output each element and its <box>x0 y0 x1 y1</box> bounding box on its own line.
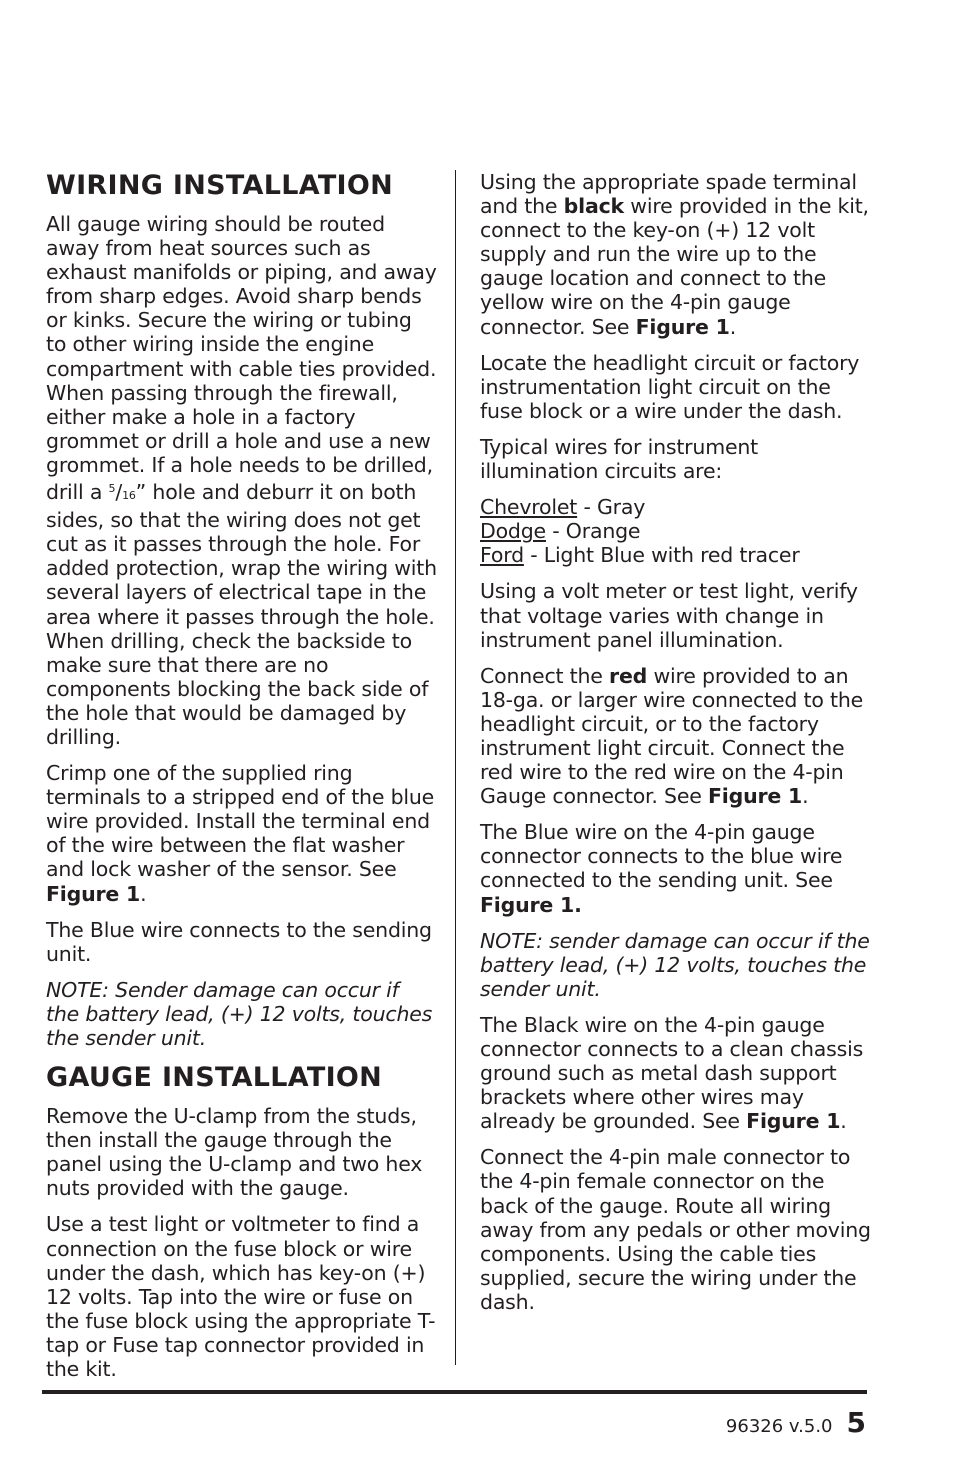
left-column <box>46 170 438 1393</box>
figure-reference: Figure 1 <box>635 314 730 339</box>
sender-damage-note: NOTE: sender damage can occur if the battery lead, (+) 12 volts, touches the sender unit. <box>480 928 870 1001</box>
column-divider <box>455 170 456 1365</box>
black-wire-paragraph: Using the appropriate spade terminal and the black wire provided in the kit, connect to the key-on (+) 12 volt supply and run the wire up to the gauge location and connect to the yellow wire on the 4-pin gauge connector. See Figure 1. <box>480 170 869 339</box>
page-footer <box>726 1406 866 1439</box>
wiring-installation-heading: WIRING INSTALLATION <box>46 170 394 201</box>
black-wire-ground-paragraph: The Black wire on the 4-pin gauge connector connects to a clean chassis ground such as metal dash support brackets where other wires may already be grounded. See Figure 1. <box>480 1012 864 1134</box>
wire-item-dodge: Dodge - Orange <box>480 519 641 544</box>
figure-reference: Figure 1 <box>46 881 141 906</box>
wire-item-ford: Ford - Light Blue with red tracer <box>480 543 800 568</box>
u-clamp-paragraph: Remove the U-clamp from the studs, then install the gauge through the panel using the U-clamp and two hex nuts provided with the gauge. <box>46 1104 423 1201</box>
sender-damage-note: NOTE: Sender damage can occur if the battery lead, (+) 12 volts, touches the sender unit. <box>46 977 433 1050</box>
connector-paragraph: Connect the 4-pin male connector to the 4-pin female connector on the back of the gauge. Route all wiring away from any pedals or other moving components. Using the cable ties supplied, secure the wiring under the dash. <box>480 1145 871 1314</box>
figure-reference: Figure 1 <box>707 784 803 809</box>
test-light-paragraph: Use a test light or voltmeter to find a connection on the fuse block or wire under the dash, which has key-on (+) 12 volts. Tap into the wire or fuse on the fuse block using the appropriate T-tap or Fuse tap connector provided in the kit. <box>46 1212 436 1382</box>
fraction-numerator: 5 <box>108 482 116 496</box>
ring-terminal-paragraph: Crimp one of the supplied ring terminals to a stripped end of the blue wire provided. Install the terminal end of the wire between the flat washer and lock washer of the sensor. See Figure 1. <box>46 761 435 906</box>
document-number: 96326 v.5.0 <box>725 1416 833 1437</box>
figure-reference: Figure 1. <box>480 892 582 917</box>
red-wire-paragraph: Connect the red wire provided to an 18-ga. or larger wire connected to the headlight circuit, or to the factory instrument light circuit. Connect the red wire to the red wire on the 4-pin Gauge connector. See Figure 1. <box>480 663 864 809</box>
volt-meter-paragraph: Using a volt meter or test light, verify that voltage varies with change in instrument panel illumination. <box>480 579 858 652</box>
page-number: 5 <box>846 1406 866 1439</box>
typical-wires-paragraph: Typical wires for instrument illumination circuits are: <box>480 434 759 484</box>
blue-wire-connector-paragraph: The Blue wire on the 4-pin gauge connector connects to the blue wire connected to the sending unit. See Figure 1. <box>480 820 843 917</box>
red-emphasis: red <box>609 663 648 688</box>
figure-reference: Figure 1 <box>746 1109 841 1134</box>
right-column <box>480 170 872 1326</box>
footer-rule <box>42 1390 867 1394</box>
gauge-installation-heading: GAUGE INSTALLATION <box>46 1062 383 1094</box>
wire-color-list <box>480 495 872 567</box>
blue-wire-paragraph: The Blue wire connects to the sending unit. <box>46 917 432 966</box>
fraction-slash: / <box>115 480 123 505</box>
fraction-denominator: 16 <box>122 489 136 503</box>
headlight-circuit-paragraph: Locate the headlight circuit or factory instrumentation light circuit on the fuse block or a wire under the dash. <box>480 350 860 423</box>
wire-item-chevrolet: Chevrolet - Gray <box>480 495 646 520</box>
black-emphasis: black <box>563 194 624 219</box>
wiring-routing-paragraph: All gauge wiring should be routed away from heat sources such as exhaust manifolds or piping, and away from sharp edges. Avoid sharp bends or kinks. Secure the wiring or tubing to other wiring inside the engine compartment with cable ties provided. When passing through the firewall, either make a hole in a factory grommet or drill a hole and use a new grommet. If a hole needs to be drilled, drill a $^5$/16” hole and deburr it on both sides, so that the wiring does not get cut as it passes through the hole. For added protection, wrap the wiring with several layers of electrical tape in the area where it passes through the hole. When drilling, check the backside to make sure that there are no components blocking the back side of the hole that would be damaged by drilling. <box>46 212 437 749</box>
